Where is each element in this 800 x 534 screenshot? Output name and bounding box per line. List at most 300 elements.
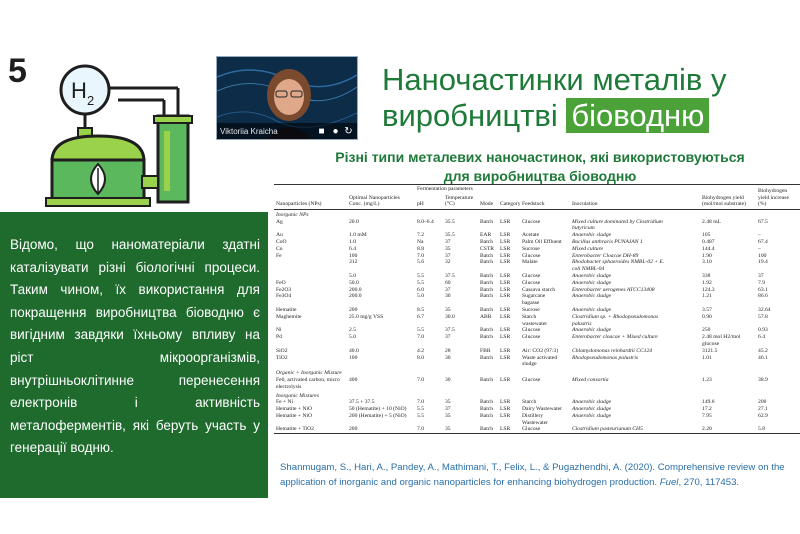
cell-feed xyxy=(520,266,570,273)
cell-cat: LSR xyxy=(500,334,511,341)
cell-cat: LSR xyxy=(500,354,511,361)
cell-mode: ABR xyxy=(480,313,492,320)
cell-inc: 62.9 xyxy=(758,412,768,419)
cell-ph: 5.5 xyxy=(417,412,424,419)
cell-cat: LSR xyxy=(500,252,511,259)
description-text: Відомо, що наноматеріали здатні каталізувати різні біологічні процеси. Таким чином, їх використання для покращення виробництва біоводню є вигідним завдяки їхньому впливу на ріст мікроорганізмів, внутрішньоклітинне перенесення електронів і активність металоферментів, які беруть участь у генерації водню. xyxy=(10,237,260,456)
cell-conc: 1.0 mM xyxy=(349,232,367,239)
table-row xyxy=(274,384,800,391)
table-row xyxy=(274,232,800,239)
cell-mode xyxy=(478,341,498,348)
cell-mode: Batch xyxy=(480,406,494,413)
cell-conc: 6.4 xyxy=(349,245,356,252)
cell-np: SiO2 xyxy=(276,347,288,354)
cell-conc xyxy=(347,225,415,232)
cell-temp xyxy=(443,384,478,391)
cell-inc: – xyxy=(758,232,761,239)
cell-ph: 8.8 xyxy=(417,245,424,252)
cell-conc xyxy=(347,300,415,307)
cell-feed: Wastewater xyxy=(522,419,548,426)
cell-inc: 38.9 xyxy=(758,376,768,383)
cell-feed: Glucose xyxy=(522,327,541,334)
h2-subscript: 2 xyxy=(87,93,95,108)
cell-temp: 30 xyxy=(445,354,451,361)
table-row xyxy=(274,355,800,362)
cell-ph: 7.0 xyxy=(417,399,424,406)
cell-mode xyxy=(478,300,498,307)
cell-temp xyxy=(443,300,478,307)
cell-yield: 2.48 mol H2/mol xyxy=(702,334,741,341)
cell-yield: 2.20 xyxy=(702,426,712,433)
cell-inoc xyxy=(570,300,700,307)
cell-cat: LSR xyxy=(500,286,511,293)
cell-mode: Batch xyxy=(480,306,494,313)
cell-ph: 5.0 xyxy=(417,293,424,300)
cell-mode: CSTR xyxy=(480,245,494,252)
table-row xyxy=(274,327,800,334)
cell-inc: 46.1 xyxy=(758,354,768,361)
cell-mode: Batch xyxy=(480,272,494,279)
table-row xyxy=(274,287,800,294)
cell-temp: 35 xyxy=(445,412,451,419)
cell-mode: Batch xyxy=(480,238,494,245)
cell-temp: 37.5 xyxy=(445,272,455,279)
header-inoc: Inoculation xyxy=(572,201,598,208)
cell-ph: 5.5 xyxy=(417,406,424,413)
cell-yield: 3.57 xyxy=(702,306,712,313)
cell-temp: 35 xyxy=(445,245,451,252)
cell-conc: 200 xyxy=(349,426,358,433)
cell-inoc: Clostridium sp. + Rhodopseudomonas xyxy=(572,313,659,320)
cell-np xyxy=(274,266,347,273)
header-inc: Biohydrogen yield increase (%) xyxy=(758,188,789,208)
cell-inoc xyxy=(570,361,700,368)
header-nps: Nanoparticles (NPs) xyxy=(276,201,322,208)
cell-cat: LSR xyxy=(500,399,511,406)
cell-inoc: coli NMBL-04 xyxy=(572,266,605,273)
cell-cat: LSR xyxy=(500,238,511,245)
cell-conc: 200.0 xyxy=(349,286,362,293)
header-feed: Feedstock xyxy=(522,201,545,208)
cell-feed: Malate xyxy=(522,259,538,266)
cell-cat: LSR xyxy=(500,259,511,266)
cell-np: Fe + Ni xyxy=(276,399,294,406)
cell-np: Hematite xyxy=(276,306,297,313)
cell-inoc: Rhodopseudomonas palustris xyxy=(572,354,639,361)
table-row xyxy=(274,246,800,253)
cell-temp xyxy=(443,341,478,348)
cell-feed: Sucrose xyxy=(522,245,540,252)
cell-inc xyxy=(756,300,800,307)
cell-np: Ni xyxy=(276,327,282,334)
header-yield: Biohydrogen yield (mol/mol substrate) xyxy=(702,194,746,208)
cell-temp: 28 xyxy=(445,347,451,354)
cell-conc: 2.5 xyxy=(349,327,356,334)
cell-cat xyxy=(498,300,520,307)
cell-yield: 3.10 xyxy=(702,259,712,266)
cell-yield: 1.21 xyxy=(702,293,712,300)
subtitle-line-2: для виробництва біоводню xyxy=(443,168,637,184)
cell-conc: 312 xyxy=(349,259,358,266)
cell-mode: Batch xyxy=(480,293,494,300)
citation-text: Shanmugam, S., Hari, A., Pandey, A., Mathimani, T., Felix, L., & Pugazhendhi, A. (2020). Comprehensive review on the application of inorganic and organic nanoparticles for enhancing biohydrogen production. xyxy=(280,462,785,488)
cell-conc: 5.0 xyxy=(349,334,356,341)
cell-ph: 5.5 xyxy=(417,327,424,334)
title-line-2-main: виробництві xyxy=(382,98,558,133)
table-row xyxy=(274,341,800,348)
cell-yield: 338 xyxy=(702,272,711,279)
cell-conc xyxy=(347,361,415,368)
cell-mode: Batch xyxy=(480,399,494,406)
cell-conc xyxy=(347,420,415,427)
cell-inc: 6.4 xyxy=(758,334,766,341)
cell-feed: Glucose xyxy=(522,334,541,341)
cell-np xyxy=(274,225,347,232)
cell-np: Hematite + NiO xyxy=(276,412,313,419)
cell-np: Au xyxy=(276,232,283,239)
participant-name: Viktoriia Kraicha xyxy=(220,127,278,136)
cell-ph: 5.5 xyxy=(417,272,424,279)
cell-cat: LSR xyxy=(500,272,511,279)
cell-conc: 50 (Hematite) + 10 (NiO) xyxy=(349,406,407,413)
cell-yield: 250 xyxy=(702,327,711,334)
cell-feed: Starch xyxy=(522,313,537,320)
cell-feed xyxy=(520,384,570,391)
cell-inoc: Anaerobic sludge xyxy=(572,412,612,419)
cell-mode: Batch xyxy=(480,252,494,259)
cell-cat xyxy=(498,420,520,427)
table-row xyxy=(274,399,800,406)
cell-yield: 17.2 xyxy=(702,406,712,413)
header-ferm: Fermentation parameters xyxy=(417,186,473,192)
subtitle-line-1: Різні типи металевих наночастинок, які використовуються xyxy=(335,149,745,165)
cell-ph: 7.0 xyxy=(417,426,424,433)
cell-mode: Batch xyxy=(480,259,494,266)
cell-temp xyxy=(443,420,478,427)
cell-ph: 8.5 xyxy=(417,306,424,313)
cell-ph: 6.0 xyxy=(417,286,424,293)
cell-yield: 105 xyxy=(702,232,711,239)
cell-mode: Batch xyxy=(480,279,494,286)
cell-ph xyxy=(415,300,443,307)
cell-mode: Batch xyxy=(480,412,494,419)
table-row xyxy=(274,307,800,314)
cell-np: FeO xyxy=(276,279,286,286)
cell-conc: 100 xyxy=(349,354,358,361)
cell-temp xyxy=(443,266,478,273)
cell-feed: Palm Oil Effluent xyxy=(522,238,562,245)
citation xyxy=(280,460,798,490)
cell-np: Ag xyxy=(276,218,283,225)
table-row xyxy=(274,321,800,328)
cell-ph: 4.2 xyxy=(417,347,424,354)
cell-conc xyxy=(347,321,415,328)
cell-yield: 2.48 mL xyxy=(702,218,721,225)
cell-feed: Air: CO2 (97:3) xyxy=(522,347,559,354)
cell-cat xyxy=(498,266,520,273)
cell-np: Cu xyxy=(276,245,283,252)
video-participant-tile[interactable] xyxy=(216,56,358,140)
table-section-row xyxy=(274,209,800,218)
cell-temp: 35.5 xyxy=(445,218,455,225)
cell-inc: 200 xyxy=(758,399,767,406)
cell-feed: Waste activated xyxy=(522,354,558,361)
cell-temp: 37 xyxy=(445,238,451,245)
table-row xyxy=(274,314,800,321)
cell-mode: Batch xyxy=(480,376,494,383)
cell-np xyxy=(274,361,347,368)
cell-cat: LSR xyxy=(500,376,511,383)
cell-inc: 45.2 xyxy=(758,347,768,354)
table-row xyxy=(274,406,800,413)
cell-yield: 1.23 xyxy=(702,376,712,383)
cell-temp: 35 xyxy=(445,306,451,313)
cell-inc: 67.5 xyxy=(758,218,768,225)
cell-ph: 8.0 xyxy=(417,354,424,361)
cell-inc xyxy=(756,384,800,391)
section-label: Organic + Inorganic Mixture xyxy=(276,370,342,377)
mute-icon[interactable]: ● xyxy=(332,126,339,137)
cell-feed: sludge xyxy=(522,361,537,368)
description-box xyxy=(0,212,268,498)
nanoparticles-table xyxy=(274,184,800,446)
cell-ph: 7.0 xyxy=(417,376,424,383)
cell-np xyxy=(274,420,347,427)
cell-inoc: butyricum xyxy=(572,225,595,232)
slide-number: 5 xyxy=(8,52,27,90)
cell-feed: Glucose xyxy=(522,426,541,433)
cell-ph: 7.2 xyxy=(417,232,424,239)
cell-conc: 5.0 xyxy=(349,272,356,279)
cell-conc: 400 xyxy=(349,376,358,383)
cell-mode: Batch xyxy=(480,286,494,293)
cell-yield: 149.6 xyxy=(702,399,715,406)
cell-ph: 6.7 xyxy=(417,313,424,320)
slide-title xyxy=(382,62,782,134)
cell-feed: wastewater xyxy=(522,320,548,327)
cell-mode xyxy=(478,384,498,391)
cell-yield: 3121.5 xyxy=(702,347,718,354)
cell-inoc: palustris xyxy=(572,320,592,327)
refresh-icon[interactable]: ↻ xyxy=(344,126,353,137)
table-row xyxy=(274,280,800,287)
cell-yield: 0.90 xyxy=(702,313,712,320)
cell-inoc: Mixed culture dominated by Clostridium xyxy=(572,218,663,225)
cell-feed: Acetate xyxy=(522,232,540,239)
cell-temp xyxy=(443,225,478,232)
cell-conc: 200 xyxy=(349,306,358,313)
cell-mode: Batch xyxy=(480,426,494,433)
cell-yield xyxy=(700,321,756,328)
cell-inc: 5.8 xyxy=(758,426,766,433)
cell-ph: 7.0 xyxy=(417,252,424,259)
table-row xyxy=(274,300,800,307)
cell-inc: 37 xyxy=(758,272,764,279)
table-row xyxy=(274,253,800,260)
cell-cat: LSR xyxy=(500,412,511,419)
cell-inoc: Mixed consortia xyxy=(572,376,609,383)
cell-temp: 60 xyxy=(445,279,451,286)
cell-conc: 40.0 xyxy=(349,347,359,354)
cell-ph xyxy=(415,384,443,391)
cell-inoc: Anaerobic sludge xyxy=(572,399,612,406)
cell-np: Fe xyxy=(276,252,282,259)
cell-temp: 30 xyxy=(445,376,451,383)
cell-mode: EAR xyxy=(480,232,492,239)
cell-ph: 7.0 xyxy=(417,334,424,341)
cell-inoc: Enterobacter cloacae + Mixed culture xyxy=(572,334,658,341)
cell-inc: 86.6 xyxy=(758,293,768,300)
cell-yield xyxy=(700,225,756,232)
cell-feed xyxy=(520,225,570,232)
table-row xyxy=(274,377,800,384)
cell-yield: 0.487 xyxy=(702,238,715,245)
cell-conc: 50.0 xyxy=(349,279,359,286)
cell-mode xyxy=(478,266,498,273)
cell-inc: 7.9 xyxy=(758,279,766,286)
cell-yield xyxy=(700,300,756,307)
cell-yield: 124.3 xyxy=(702,286,715,293)
header-cat: Category xyxy=(500,201,521,208)
cell-feed xyxy=(520,341,570,348)
header-temp: Temperature (°C) xyxy=(445,194,474,208)
table-row xyxy=(274,361,800,368)
cell-np xyxy=(274,259,347,266)
h2-label: H xyxy=(71,78,87,103)
table-row xyxy=(274,225,800,232)
cell-inoc: Anaerobic sludge xyxy=(572,232,612,239)
cell-yield xyxy=(700,361,756,368)
cell-inc xyxy=(756,321,800,328)
cell-conc: 1.0 xyxy=(349,238,356,245)
cell-inoc: Clostridium pasteurianum CH5 xyxy=(572,426,643,433)
cell-feed: Glucose xyxy=(522,279,541,286)
cell-inoc xyxy=(570,341,700,348)
header-mode: Mode xyxy=(480,201,494,208)
cell-yield xyxy=(700,420,756,427)
cell-np xyxy=(274,321,347,328)
cell-inoc: Enterobacter aerogenes ATCC13408 xyxy=(572,286,655,293)
cell-yield: 7.95 xyxy=(702,412,712,419)
cell-ph: Na xyxy=(417,238,424,245)
table-row xyxy=(274,259,800,266)
cell-temp: 30 xyxy=(445,293,451,300)
cell-mode: Batch xyxy=(480,334,494,341)
cell-feed: Distillery xyxy=(522,412,544,419)
cell-conc: 200.0 xyxy=(349,293,362,300)
cell-feed: Glucose xyxy=(522,376,541,383)
cell-np: Fe3O4 xyxy=(276,293,292,300)
cell-inoc: Anaerobic sludge xyxy=(572,306,612,313)
cell-conc: 200 (Hematite) + 5 (NiO) xyxy=(349,412,407,419)
cell-inc xyxy=(756,341,800,348)
cell-np: CoO xyxy=(276,238,287,245)
cell-feed: Sucrose xyxy=(522,306,540,313)
cell-mode xyxy=(478,225,498,232)
cell-temp: 30.0 xyxy=(445,313,455,320)
cell-mode: Batch xyxy=(480,218,494,225)
cell-cat xyxy=(498,225,520,232)
cell-feed: Glucose xyxy=(522,252,541,259)
cell-inoc xyxy=(570,420,700,427)
cell-cat: LSR xyxy=(500,347,511,354)
cell-inc xyxy=(756,420,800,427)
cell-cat: LSR xyxy=(500,313,511,320)
cell-inc: 19.4 xyxy=(758,259,768,266)
cell-inc: 67.4 xyxy=(758,238,768,245)
cell-cat: LSR xyxy=(500,327,511,334)
cell-np xyxy=(274,300,347,307)
cell-ph xyxy=(415,361,443,368)
cell-cat: LSR xyxy=(500,306,511,313)
cell-cat: LSR xyxy=(500,279,511,286)
cell-np: electrolysis xyxy=(276,383,302,390)
cell-ph: 8.0–6.4 xyxy=(417,218,434,225)
table-row xyxy=(274,420,800,427)
cell-conc: 20.0 xyxy=(349,218,359,225)
table-row xyxy=(274,239,800,246)
cell-cat xyxy=(498,321,520,328)
cell-cat: LSR xyxy=(500,426,511,433)
cell-temp: 35 xyxy=(445,426,451,433)
table-row xyxy=(274,219,800,226)
cell-yield xyxy=(700,384,756,391)
table-row xyxy=(274,293,800,300)
cell-cat: LSR xyxy=(500,293,511,300)
cell-inoc: Mixed culture xyxy=(572,245,604,252)
table-row xyxy=(274,348,800,355)
cell-mode: Batch xyxy=(480,354,494,361)
cell-np xyxy=(274,273,347,280)
camera-icon[interactable]: ■ xyxy=(318,126,325,137)
header-conc: Optimal Nanoparticles Conc. (mg/L) xyxy=(349,194,400,208)
cell-conc: 100 xyxy=(349,252,358,259)
cell-conc: 25.0 mg/g VSS xyxy=(349,313,384,320)
table-row xyxy=(274,413,800,420)
title-highlight: біоводню xyxy=(566,98,709,133)
cell-temp: 37 xyxy=(445,286,451,293)
cell-np: TiO2 xyxy=(276,354,288,361)
cell-cat xyxy=(498,341,520,348)
cell-cat xyxy=(498,361,520,368)
cell-temp xyxy=(443,321,478,328)
cell-np: Hematite + TiO2 xyxy=(276,426,314,433)
cell-inoc: Chlamydomonas reinhardtii CC124 xyxy=(572,347,653,354)
cell-temp xyxy=(443,361,478,368)
cell-yield: 1.01 xyxy=(702,354,712,361)
table-row xyxy=(274,334,800,341)
cell-cat: LSR xyxy=(500,245,511,252)
cell-inoc: Rhodobacter sphaeroides NMBL-02 + E. xyxy=(572,259,665,266)
cell-mode xyxy=(478,361,498,368)
cell-feed: Glucose xyxy=(522,218,541,225)
table-section-row xyxy=(274,368,800,377)
cell-yield: glucose xyxy=(702,340,720,347)
cell-ph xyxy=(415,341,443,348)
table-section-row xyxy=(274,391,800,400)
cell-inoc: Anaerobic sludge xyxy=(572,327,612,334)
cell-temp: 37 xyxy=(445,406,451,413)
cell-inc xyxy=(756,266,800,273)
cell-feed: Glucose xyxy=(522,272,541,279)
cell-feed: Sugarcane xyxy=(522,293,546,300)
cell-inoc: Bacillus anthracis PUNAJAN 1 xyxy=(572,238,643,245)
cell-np: Fe2O3 xyxy=(276,286,292,293)
cell-inc: 63.1 xyxy=(758,286,768,293)
cell-temp: 37.5 xyxy=(445,327,455,334)
cell-inoc: Enterobacter Cloacae DH-89 xyxy=(572,252,639,259)
table-row xyxy=(274,266,800,273)
